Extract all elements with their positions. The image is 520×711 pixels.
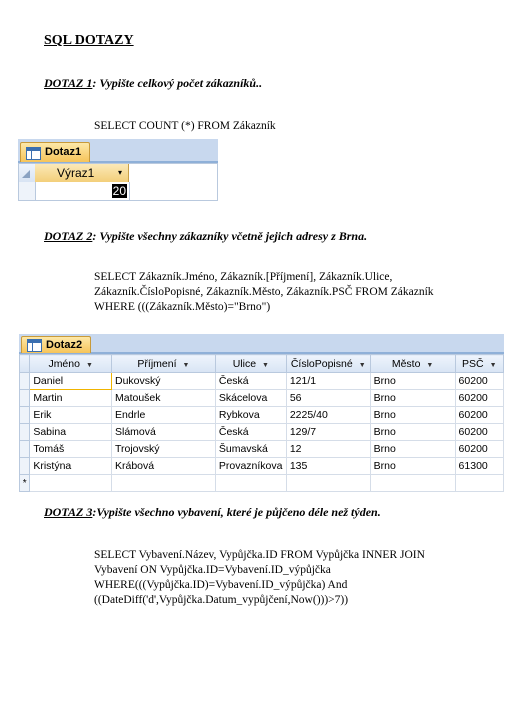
chevron-down-icon[interactable]: ▼ xyxy=(358,361,366,369)
table-cell[interactable] xyxy=(455,475,503,492)
table-cell[interactable]: Rybkova xyxy=(215,407,286,424)
table-cell[interactable]: Brno xyxy=(370,390,455,407)
table-row[interactable] xyxy=(20,424,504,441)
table-cell[interactable]: 12 xyxy=(286,441,370,458)
query1-grid xyxy=(18,163,218,201)
query1-description: : Vypište celkový počet zákazníků.. xyxy=(92,76,263,90)
tab-dotaz2[interactable] xyxy=(21,336,91,353)
chevron-down-icon[interactable]: ▼ xyxy=(489,361,497,369)
tab-dotaz2-label: Dotaz2 xyxy=(46,339,83,351)
table-cell[interactable]: Matoušek xyxy=(111,390,215,407)
table-cell[interactable]: Skácelova xyxy=(215,390,286,407)
table-cell[interactable]: 61300 xyxy=(455,458,503,475)
column-header-label: Ulice xyxy=(232,357,257,370)
column-header-label: ČísloPopisné xyxy=(290,357,353,370)
column-header-label: Město xyxy=(391,357,421,370)
sql-line: Vybavení ON Vypůjčka.ID=Vybavení.ID_výpůjčka xyxy=(94,564,331,576)
table-cell[interactable]: 60200 xyxy=(455,441,503,458)
chevron-down-icon[interactable]: ▾ xyxy=(117,168,122,177)
select-all-corner[interactable] xyxy=(20,355,30,373)
sql-line: WHERE (((Zákazník.Město)="Brno") xyxy=(94,301,271,313)
query-icon xyxy=(27,339,42,352)
query2-heading xyxy=(44,229,367,244)
page-title: SQL DOTAZY xyxy=(44,33,134,48)
query2-label: DOTAZ 2 xyxy=(44,229,93,243)
table-cell[interactable]: Slámová xyxy=(111,424,215,441)
table-cell[interactable]: Endrle xyxy=(111,407,215,424)
chevron-down-icon[interactable]: ▼ xyxy=(426,361,434,369)
table-cell[interactable]: Daniel xyxy=(30,373,112,390)
sql-line: SELECT Zákazník.Jméno, Zákazník.[Příjmení], Zákazník.Ulice, xyxy=(94,271,393,283)
query1-sql: SELECT COUNT (*) FROM Zákazník xyxy=(94,120,276,132)
table-row[interactable] xyxy=(20,458,504,475)
query1-datasheet xyxy=(18,139,218,201)
column-header[interactable] xyxy=(215,355,286,373)
column-header[interactable] xyxy=(286,355,370,373)
tab-dotaz1[interactable] xyxy=(20,142,90,162)
table-cell[interactable]: Sabina xyxy=(30,424,112,441)
row-selector[interactable] xyxy=(20,458,30,475)
query-icon xyxy=(26,147,41,160)
tab-dotaz1-label: Dotaz1 xyxy=(45,146,82,158)
query2-sql xyxy=(94,270,434,315)
table-row[interactable] xyxy=(20,390,504,407)
results-table xyxy=(19,354,504,492)
table-cell[interactable]: Provazníkova xyxy=(215,458,286,475)
query1-tabbar xyxy=(18,139,218,163)
column-header-vyraz1[interactable] xyxy=(35,164,129,182)
table-row[interactable] xyxy=(20,373,504,390)
table-cell[interactable]: Brno xyxy=(370,458,455,475)
table-cell[interactable]: 60200 xyxy=(455,407,503,424)
row-selector[interactable] xyxy=(19,182,36,200)
column-header[interactable] xyxy=(370,355,455,373)
query2-tabbar xyxy=(19,334,504,354)
table-cell[interactable]: Brno xyxy=(370,407,455,424)
table-cell[interactable]: Brno xyxy=(370,373,455,390)
table-cell[interactable]: 60200 xyxy=(455,373,503,390)
sql-line: ((DateDiff('d',Vypůjčka.Datum_vypůjčení,Now()))>7)) xyxy=(94,594,349,606)
new-record-row[interactable] xyxy=(20,475,504,492)
column-header[interactable] xyxy=(30,355,112,373)
row-selector[interactable] xyxy=(20,390,30,407)
query3-label: DOTAZ 3 xyxy=(44,505,93,519)
chevron-down-icon[interactable]: ▼ xyxy=(85,361,93,369)
table-cell[interactable] xyxy=(111,475,215,492)
table-cell[interactable]: Brno xyxy=(370,441,455,458)
table-cell[interactable]: 2225/40 xyxy=(286,407,370,424)
column-header[interactable] xyxy=(455,355,503,373)
chevron-down-icon[interactable]: ▼ xyxy=(262,361,269,369)
table-cell[interactable]: 135 xyxy=(286,458,370,475)
table-row[interactable] xyxy=(20,407,504,424)
query3-description: :Vypište všechno vybavení, které je půjčeno déle než týden. xyxy=(92,505,381,519)
sql-line: Zákazník.ČísloPopisné, Zákazník.Město, Zákazník.PSČ FROM Zákazník xyxy=(94,286,434,298)
row-selector[interactable] xyxy=(20,424,30,441)
query2-datasheet xyxy=(19,334,504,492)
chevron-down-icon[interactable]: ▼ xyxy=(182,361,190,369)
row-selector[interactable] xyxy=(20,407,30,424)
table-cell[interactable]: Dukovský xyxy=(111,373,215,390)
table-cell[interactable]: Trojovský xyxy=(111,441,215,458)
column-header-label: Jméno xyxy=(48,357,80,370)
table-cell[interactable]: Česká xyxy=(215,373,286,390)
new-record-marker: * xyxy=(20,475,30,492)
table-cell[interactable]: Česká xyxy=(215,424,286,441)
table-cell[interactable]: 56 xyxy=(286,390,370,407)
table-cell[interactable]: 60200 xyxy=(455,390,503,407)
table-cell[interactable]: Erik xyxy=(30,407,112,424)
table-cell[interactable]: 129/7 xyxy=(286,424,370,441)
column-header-label: Výraz1 xyxy=(57,166,95,180)
query1-heading xyxy=(44,76,262,91)
table-cell[interactable]: Kristýna xyxy=(30,458,112,475)
query3-heading xyxy=(44,505,381,520)
table-cell[interactable]: Martin xyxy=(30,390,112,407)
select-all-corner[interactable] xyxy=(19,164,36,182)
table-cell[interactable] xyxy=(286,475,370,492)
row-selector[interactable] xyxy=(20,441,30,458)
column-header[interactable] xyxy=(111,355,215,373)
result-cell[interactable] xyxy=(35,182,130,200)
column-header-label: PSČ xyxy=(462,357,484,370)
table-cell[interactable]: Tomáš xyxy=(30,441,112,458)
table-cell[interactable]: 60200 xyxy=(455,424,503,441)
sql-line: WHERE(((Vypůjčka.ID)=Vybavení.ID_výpůjčka) And xyxy=(94,579,348,591)
table-cell[interactable] xyxy=(370,475,455,492)
sql-line: SELECT Vybavení.Název, Vypůjčka.ID FROM Vypůjčka INNER JOIN xyxy=(94,549,425,561)
select-all-icon xyxy=(22,170,30,178)
header-row xyxy=(20,355,504,373)
table-cell[interactable] xyxy=(215,475,286,492)
row-selector[interactable] xyxy=(20,373,30,390)
query2-description: : Vypište všechny zákazníky včetně jejich adresy z Brna. xyxy=(92,229,368,243)
table-cell[interactable]: Šumavská xyxy=(215,441,286,458)
table-cell[interactable] xyxy=(30,475,112,492)
result-value: 20 xyxy=(112,184,126,198)
table-cell[interactable]: Krábová xyxy=(111,458,215,475)
table-cell[interactable]: Brno xyxy=(370,424,455,441)
table-cell[interactable]: 121/1 xyxy=(286,373,370,390)
column-header-label: Příjmení xyxy=(137,357,177,370)
query1-label: DOTAZ 1 xyxy=(44,76,93,90)
table-row[interactable] xyxy=(20,441,504,458)
query3-sql xyxy=(94,548,425,608)
